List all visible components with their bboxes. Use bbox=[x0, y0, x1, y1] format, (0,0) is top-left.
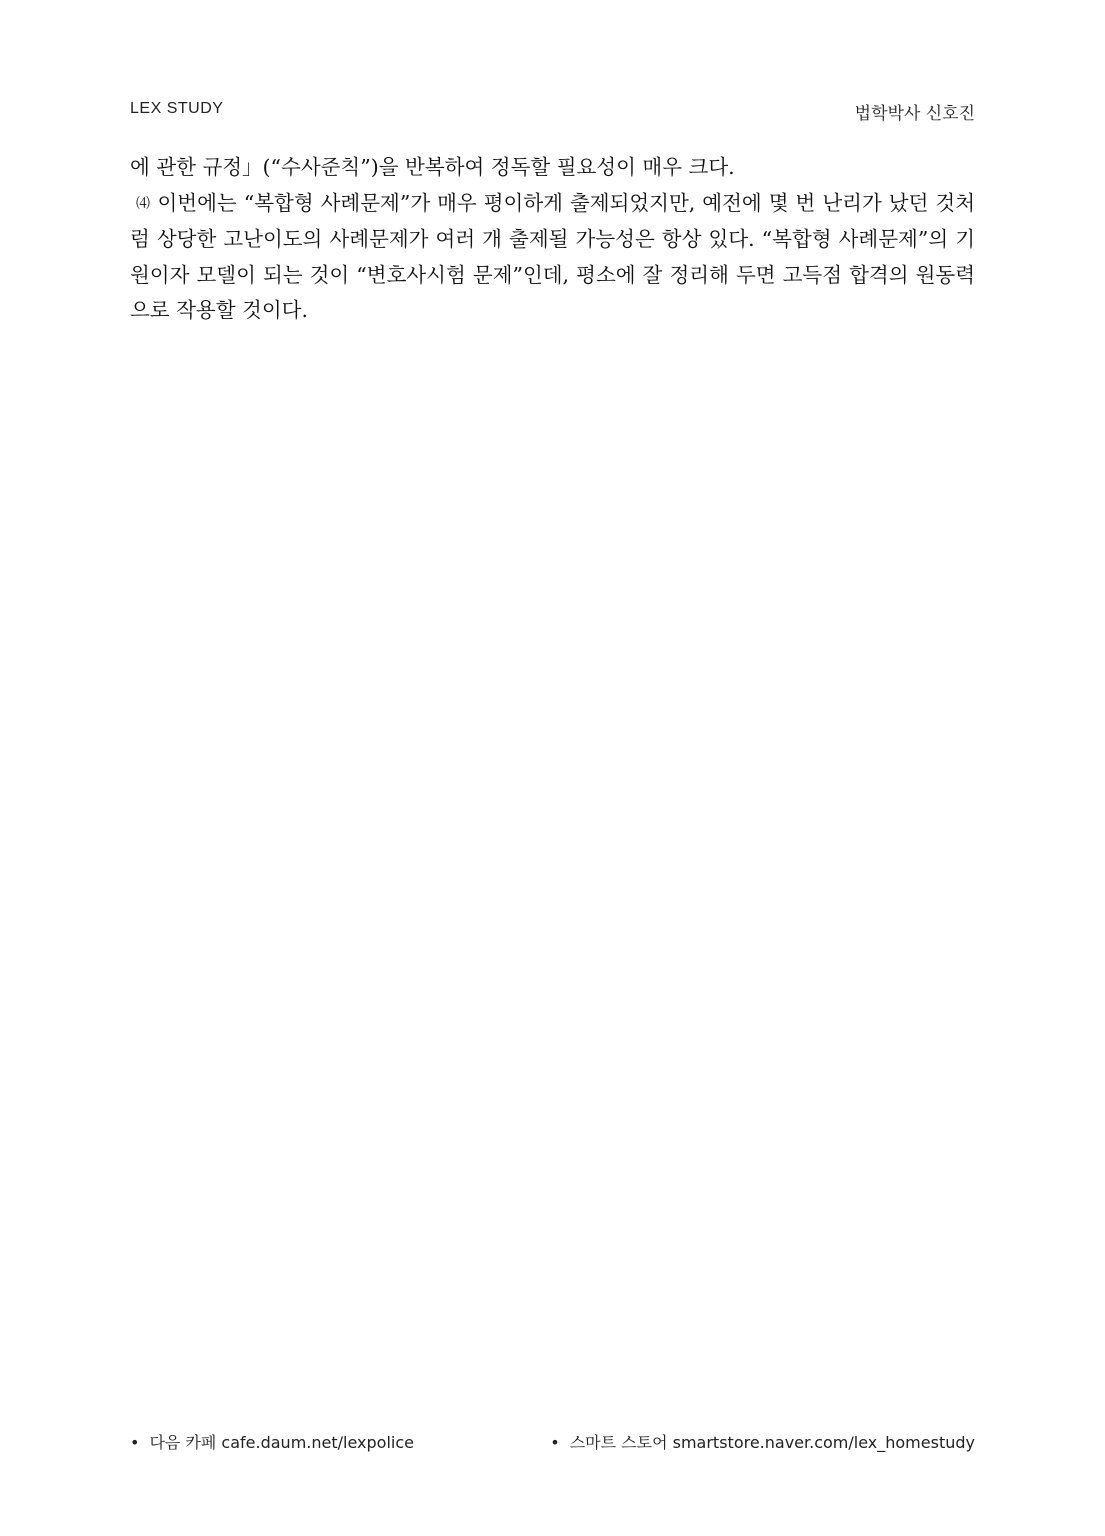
footer-store-text: 스마트 스토어 smartstore.naver.com/lex_homestudy bbox=[569, 1433, 975, 1452]
paragraph-number: ⑷ bbox=[136, 195, 151, 212]
paragraph-4-text: 이번에는 “복합형 사례문제”가 매우 평이하게 출제되었지만, 예전에 몇 번 난리가 났던 것처럼 상당한 고난이도의 사례문제가 여러 개 출제될 가능성은 항상 있다. “복합형 사례문제”의 기원이자 모델이 되는 것이 “변호사시험 문제”인데, 평소에 잘 정리해 두면 고득점 합격의 원동력으로 작용할 것이다. bbox=[130, 190, 975, 322]
footer-store-link bbox=[550, 1430, 975, 1453]
header-author: 법학박사 신호진 bbox=[854, 104, 975, 124]
bullet-icon: • bbox=[550, 1433, 560, 1452]
footer-cafe-text: 다음 카페 cafe.daum.net/lexpolice bbox=[149, 1433, 414, 1452]
paragraph-4 bbox=[130, 186, 975, 329]
header-left-title: LEX STUDY bbox=[130, 100, 224, 117]
footer-cafe-link bbox=[130, 1430, 414, 1453]
bullet-icon: • bbox=[130, 1433, 140, 1452]
document-body bbox=[130, 150, 975, 329]
paragraph-continuation: 에 관한 규정」(“수사준칙”)을 반복하여 정독할 필요성이 매우 크다. bbox=[130, 155, 735, 179]
